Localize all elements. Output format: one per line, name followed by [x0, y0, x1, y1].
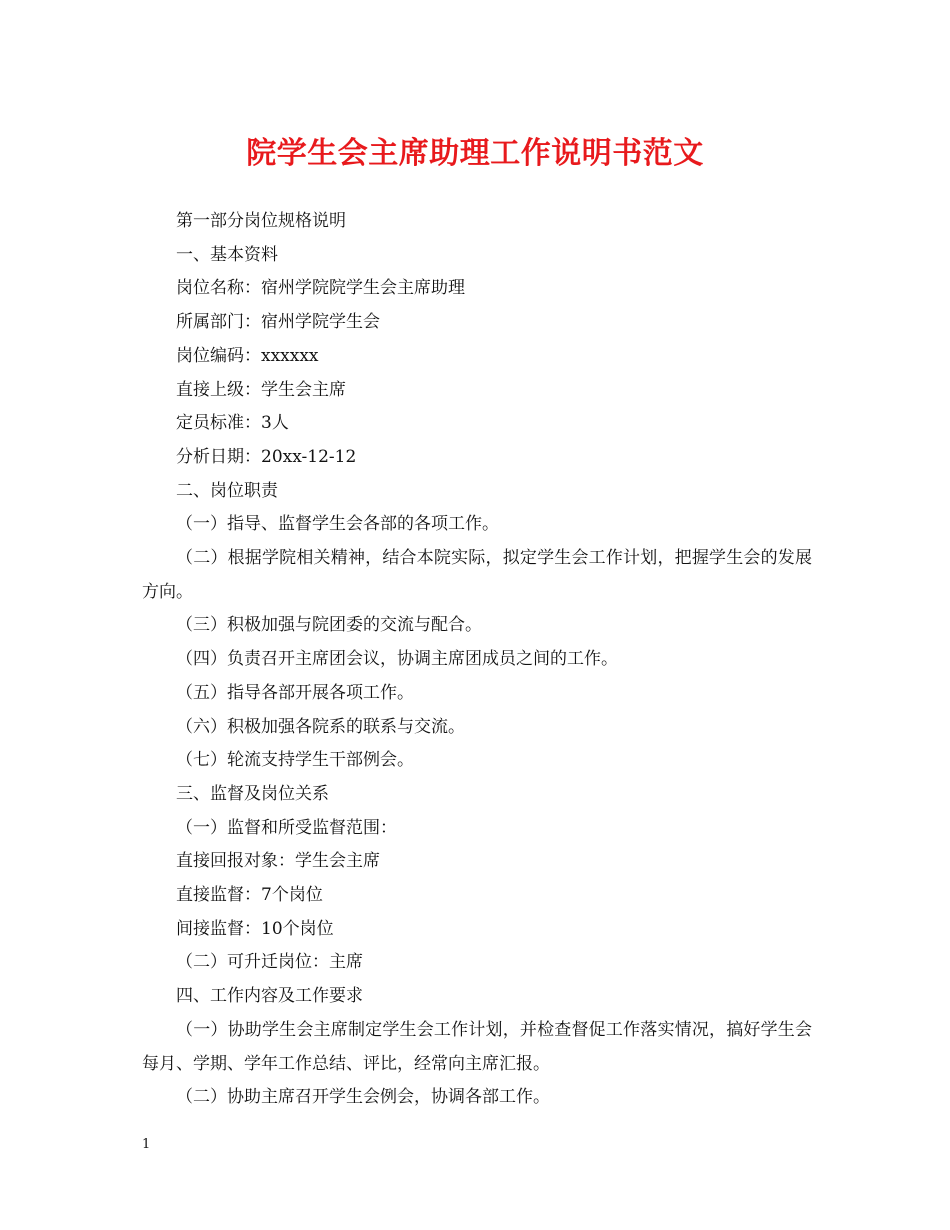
paragraph: （二）协助主席召开学生会例会，协调各部工作。	[176, 1087, 550, 1108]
paragraph: 四、工作内容及工作要求	[176, 986, 363, 1007]
paragraph: （一）协助学生会主席制定学生会工作计划，并检查督促工作落实情况，搞好学生会每月、学期、学年工作总结、评比，经常向主席汇报。	[142, 1019, 812, 1074]
paragraph: 分析日期：20xx-12-12	[176, 446, 357, 467]
paragraph: 第一部分岗位规格说明	[176, 211, 346, 231]
paragraph: 三、监督及岗位关系	[176, 783, 329, 804]
page-number: 1	[142, 1137, 151, 1152]
paragraph: （六）积极加强各院系的联系与交流。	[176, 716, 465, 737]
paragraph: 岗位名称：宿州学院院学生会主席助理	[176, 278, 465, 299]
paragraph: 一、基本资料	[176, 244, 278, 265]
paragraph: （二）可升迁岗位：主席	[176, 952, 363, 973]
paragraph: （五）指导各部开展各项工作。	[176, 682, 414, 703]
paragraph: 直接上级：学生会主席	[176, 379, 346, 400]
paragraph: （一）监督和所受监督范围：	[176, 817, 397, 838]
paragraph: （三）积极加强与院团委的交流与配合。	[176, 615, 482, 636]
paragraph: （一）指导、监督学生会各部的各项工作。	[176, 514, 499, 535]
paragraph: （四）负责召开主席团会议，协调主席团成员之间的工作。	[176, 649, 618, 670]
document-title: 院学生会主席助理工作说明书范文	[246, 136, 704, 171]
paragraph: 二、岗位职责	[176, 480, 278, 501]
paragraph: 定员标准：3人	[176, 413, 289, 434]
paragraph: 直接监督：7个岗位	[176, 885, 323, 906]
paragraph: （七）轮流支持学生干部例会。	[176, 750, 414, 771]
paragraph: 岗位编码：xxxxxx	[176, 345, 319, 366]
document-body	[142, 205, 812, 1115]
paragraph: 间接监督：10个岗位	[176, 918, 334, 939]
paragraph: 所属部门：宿州学院学生会	[176, 312, 380, 333]
paragraph: （二）根据学院相关精神，结合本院实际，拟定学生会工作计划，把握学生会的发展方向。	[142, 548, 812, 602]
paragraph: 直接回报对象：学生会主席	[176, 851, 380, 872]
